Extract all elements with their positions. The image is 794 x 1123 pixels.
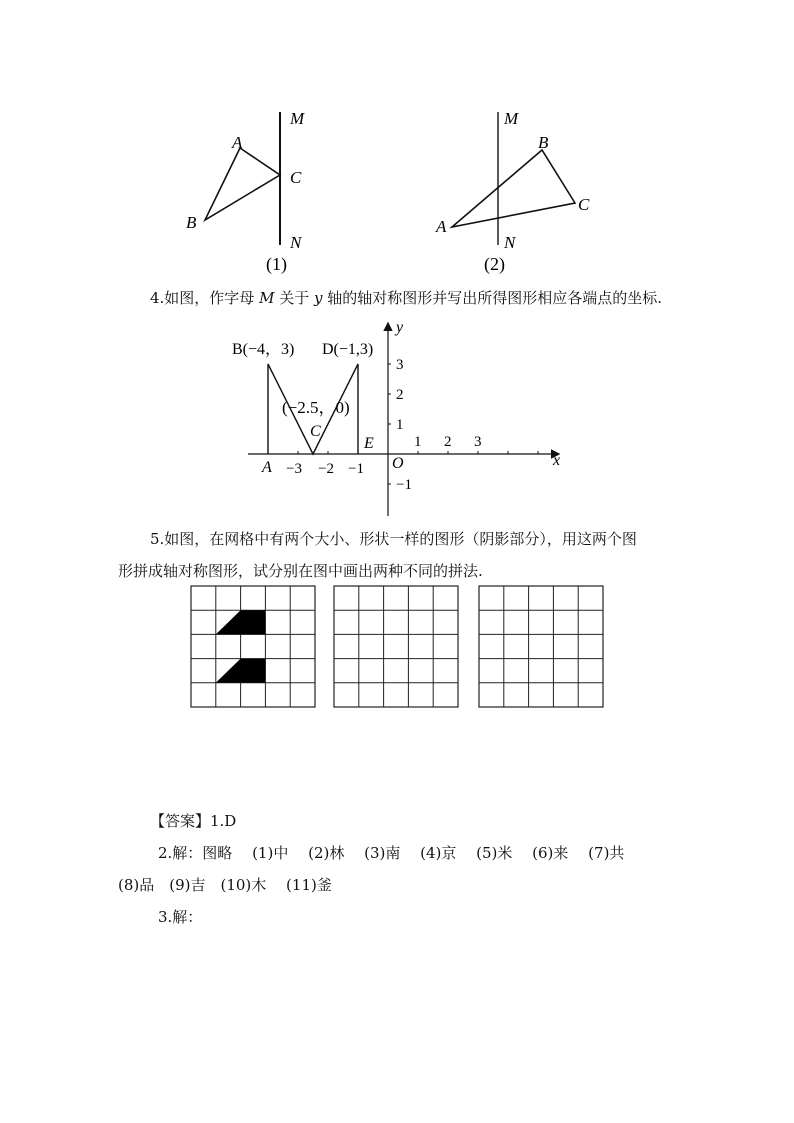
label-e: E [364, 435, 374, 452]
label-a: A [262, 459, 272, 476]
label-origin: O [392, 455, 404, 472]
grid-blank-1-svg [333, 585, 459, 711]
label-b-1: B [186, 213, 197, 232]
label-a-2: A [436, 217, 447, 236]
question-5-line1: 5.如图，在网格中有两个大小、形状一样的图形（阴影部分），用这两个图 [150, 530, 637, 548]
figure-1 [186, 109, 305, 275]
symmetry-figures-top [170, 100, 610, 280]
x-tick-neg1: −1 [348, 461, 364, 477]
q4-suffix: 轴的轴对称图形并写出所得图形相应各端点的坐标. [322, 289, 663, 307]
grid-blank-2-svg [478, 585, 604, 711]
label-n-2: N [504, 233, 516, 252]
label-y-axis: y [396, 319, 404, 336]
coordinate-svg [230, 318, 575, 523]
x-tick-neg3: −3 [286, 461, 302, 477]
y-tick-3: 3 [396, 357, 404, 373]
label-b-2: B [538, 133, 549, 152]
x-tick-3: 3 [474, 434, 482, 450]
grid-given-svg [190, 585, 316, 711]
caption-2: (2) [484, 254, 505, 274]
y-tick-neg1: −1 [396, 477, 412, 493]
x-tick-1: 1 [414, 434, 422, 450]
grid-given-cells [191, 586, 315, 707]
label-m-1: M [290, 109, 305, 128]
label-c-1: C [290, 168, 302, 187]
x-tick-neg2: −2 [318, 461, 334, 477]
y-tick-2: 2 [396, 387, 404, 403]
label-x-axis: x [553, 452, 561, 469]
q4-mid: 关于 [274, 289, 314, 307]
label-c-2: C [578, 195, 590, 214]
label-c-coord: (−2.5，0) [282, 398, 350, 417]
grid-blank-1[interactable] [333, 585, 459, 715]
q4-prefix: 4.如图，作字母 [150, 289, 260, 307]
answer-head: 【答案】1.D [150, 812, 237, 830]
answer-line-3: (8)品 (9)吉 (10)木 (11)釜 [118, 876, 332, 894]
triangle-abc-2 [452, 150, 575, 227]
label-n-1: N [290, 233, 302, 252]
question-5-line2: 形拼成轴对称图形，试分别在图中画出两种不同的拼法. [118, 562, 483, 580]
grid-given [190, 585, 316, 715]
question-4 [150, 287, 662, 309]
y-tick-1: 1 [396, 417, 404, 433]
triangle-abc-1 [205, 148, 280, 220]
answer-line-4: 3.解： [158, 908, 203, 926]
label-b-coord: B(−4，3) [232, 341, 295, 358]
label-d-coord: D(−1,3) [322, 341, 374, 358]
caption-1: (1) [266, 254, 287, 274]
grid-blank-2[interactable] [478, 585, 604, 715]
q4-letter-m: M [259, 289, 275, 307]
q4-letter-y: y [314, 289, 323, 307]
label-c: C [310, 423, 321, 440]
answer-line-2: 2.解：图略 (1)中 (2)林 (3)南 (4)京 (5)米 (6)来 (7)共 [158, 844, 625, 862]
symmetry-figures-svg [170, 100, 610, 280]
figure-2 [435, 109, 590, 275]
label-m-2: M [504, 109, 519, 128]
x-tick-2: 2 [444, 434, 452, 450]
label-a-1: A [232, 133, 243, 152]
coordinate-figure [230, 318, 575, 523]
